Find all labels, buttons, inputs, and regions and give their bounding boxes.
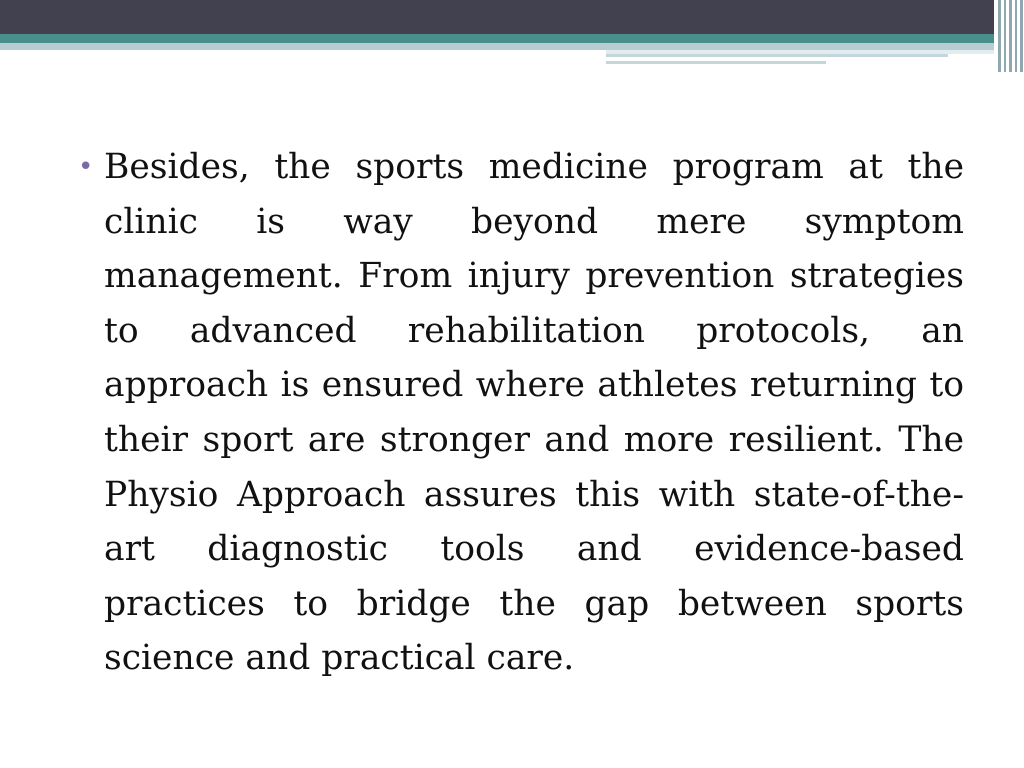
edge-stripes-decoration [994,0,1024,72]
bullet-item [78,140,964,686]
header-accent-line [606,54,948,57]
slide-body [78,140,964,686]
header-accent-line [606,61,826,64]
header-light-band [0,43,1024,50]
header-dark-band [0,0,1024,34]
bullet-text: Besides, the sports medicine program at the clinic is way beyond mere symptom management. From injury prevention strategies to advanced rehabilitation protocols, an approach is ensured where athletes returning to their sport are stronger and more resilient. The Physio Approach assures this with state-of-the-art diagnostic tools and evidence-based practices to bridge the gap between sports science and practical care. [104,147,964,679]
bullet-icon: • [78,152,94,182]
header-teal-band [0,34,1024,43]
